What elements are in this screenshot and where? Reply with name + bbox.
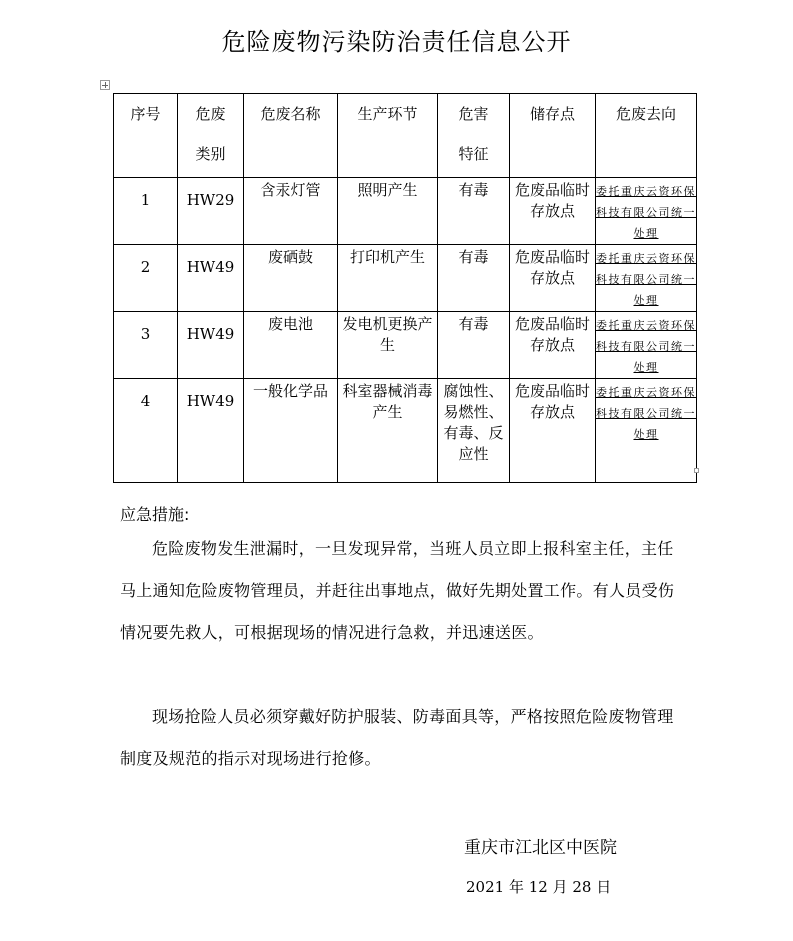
header-name: 危废名称: [244, 94, 338, 178]
cell-hazard: 有毒: [438, 178, 510, 245]
cell-storage: 危废品临时存放点: [510, 379, 596, 483]
cell-seq: 1: [114, 178, 178, 245]
cell-hazard: 有毒: [438, 245, 510, 312]
cell-seq: 3: [114, 312, 178, 379]
cell-category: HW49: [178, 245, 244, 312]
cell-process: 照明产生: [338, 178, 438, 245]
cell-destination: 委托重庆云资环保科技有限公司统一处理: [596, 312, 697, 379]
hazardous-waste-table: [113, 93, 697, 483]
header-storage: 储存点: [510, 94, 596, 178]
document-title: 危险废物污染防治责任信息公开: [221, 28, 572, 56]
cell-destination: 委托重庆云资环保科技有限公司统一处理: [596, 178, 697, 245]
cell-name: 废硒鼓: [244, 245, 338, 312]
cell-category: HW49: [178, 379, 244, 483]
emergency-paragraph-2: 现场抢险人员必须穿戴好防护服装、防毒面具等，严格按照危险废物管理制度及规范的指示对现场进行抢修。: [120, 707, 674, 768]
cell-hazard: 腐蚀性、易燃性、有毒、反应性: [438, 379, 510, 483]
cell-name: 含汞灯管: [244, 178, 338, 245]
document-date: 2021 年 12 月 28 日: [466, 878, 612, 896]
section-heading: 应急措施:: [120, 505, 190, 524]
table-resize-handle-icon[interactable]: [694, 468, 699, 473]
table-row: [114, 379, 697, 483]
cell-destination: 委托重庆云资环保科技有限公司统一处理: [596, 245, 697, 312]
header-hazard: 危害 特征: [438, 94, 510, 178]
cell-seq: 4: [114, 379, 178, 483]
organization-signature: 重庆市江北区中医院: [464, 838, 617, 858]
cell-process: 打印机产生: [338, 245, 438, 312]
cell-hazard: 有毒: [438, 312, 510, 379]
header-category: 危废 类别: [178, 94, 244, 178]
cell-process: 发电机更换产生: [338, 312, 438, 379]
cell-storage: 危废品临时存放点: [510, 245, 596, 312]
table-row: [114, 312, 697, 379]
cell-category: HW29: [178, 178, 244, 245]
cell-name: 废电池: [244, 312, 338, 379]
table-header-row: [114, 94, 697, 178]
emergency-paragraph-1: 危险废物发生泄漏时，一旦发现异常，当班人员立即上报科室主任，主任马上通知危险废物管理员，并赶往出事地点，做好先期处置工作。有人员受伤情况要先救人，可根据现场的情况进行急救，并迅速送医。: [120, 539, 675, 642]
cell-name: 一般化学品: [244, 379, 338, 483]
table-row: [114, 178, 697, 245]
cell-process: 科室器械消毒产生: [338, 379, 438, 483]
header-destination: 危废去向: [596, 94, 697, 178]
header-process: 生产环节: [338, 94, 438, 178]
cell-storage: 危废品临时存放点: [510, 312, 596, 379]
header-seq: 序号: [114, 94, 178, 178]
cell-storage: 危废品临时存放点: [510, 178, 596, 245]
cell-destination: 委托重庆云资环保科技有限公司统一处理: [596, 379, 697, 483]
cell-category: HW49: [178, 312, 244, 379]
table-row: [114, 245, 697, 312]
cell-seq: 2: [114, 245, 178, 312]
table-move-handle-icon[interactable]: [100, 80, 110, 90]
